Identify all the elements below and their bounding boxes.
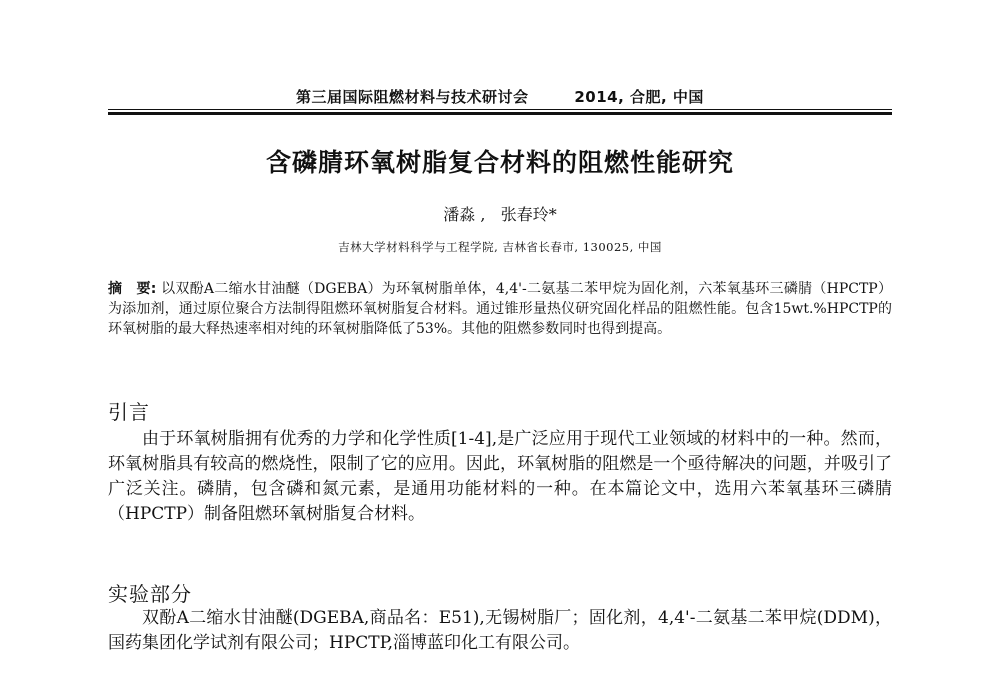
paper-authors: 潘淼 , 张春玲*: [443, 205, 557, 224]
abstract-label: 摘 要:: [108, 281, 157, 297]
section-heading-intro: 引言: [108, 400, 150, 424]
conference-name: 第三届国际阻燃材料与技术研讨会: [296, 88, 529, 106]
paper-title: 含磷腈环氧树脂复合材料的阻燃性能研究: [265, 148, 734, 177]
paper-affiliation: 吉林大学材料科学与工程学院, 吉林省长春市, 130025, 中国: [338, 240, 662, 254]
header-rule-thin: [108, 109, 892, 110]
abstract: [108, 279, 892, 339]
conference-date-place: 2014, 合肥, 中国: [574, 88, 704, 106]
intro-paragraph: 由于环氧树脂拥有优秀的力学和化学性质[1-4],是广泛应用于现代工业领域的材料中的一种。然而，环氧树脂具有较高的燃烧性，限制了它的应用。因此，环氧树脂的阻燃是一个亟待解决的问题，并吸引了广泛关注。磷腈，包含磷和氮元素，是通用功能材料的一种。在本篇论文中，选用六苯氧基环三磷腈（HPCTP）制备阻燃环氧树脂复合材料。: [108, 429, 892, 524]
abstract-text: 以双酚A二缩水甘油醚（DGEBA）为环氧树脂单体，4,4'-二氨基二苯甲烷为固化剂，六苯氧基环三磷腈（HPCTP）为添加剂，通过原位聚合方法制得阻燃环氧树脂复合材料。通过锥形量热仪研究固化样品的阻燃性能。包含15wt.%HPCTP的环氧树脂的最大释热速率相对纯的环氧树脂降低了53%。其他的阻燃参数同时也得到提高。: [108, 281, 892, 337]
section-heading-experimental: 实验部分: [108, 582, 192, 606]
experimental-paragraph: 双酚A二缩水甘油醚(DGEBA,商品名：E51),无锡树脂厂；固化剂，4,4'-二氨基二苯甲烷(DDM)，国药集团化学试剂有限公司；HPCTP,淄博蓝印化工有限公司。: [108, 608, 892, 653]
running-header: [108, 86, 892, 107]
header-rule-thick: [108, 112, 892, 115]
